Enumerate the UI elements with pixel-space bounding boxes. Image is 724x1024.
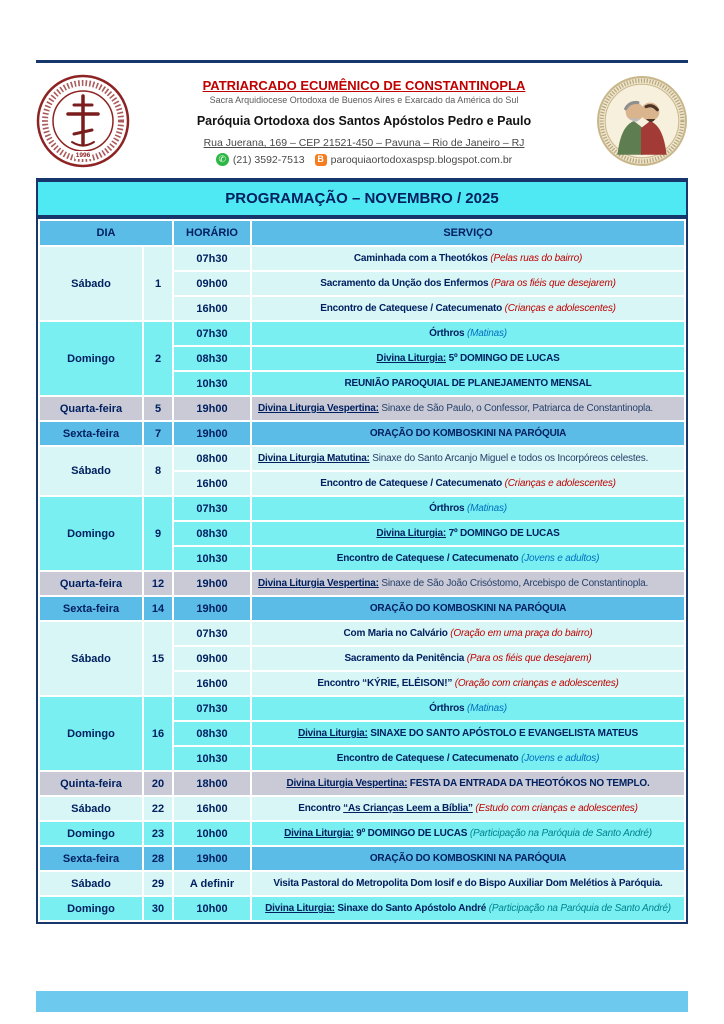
time-cell: 19h00 — [174, 847, 250, 870]
top-rule — [36, 60, 688, 63]
service-text: “As Crianças Leem a Bíblia” — [343, 803, 473, 814]
day-number-cell: 15 — [144, 622, 172, 695]
service-cell — [252, 897, 684, 920]
service-cell — [252, 747, 684, 770]
day-name-cell: Sexta-feira — [40, 597, 142, 620]
page-title: PROGRAMAÇÃO – NOVEMBRO / 2025 — [38, 182, 686, 219]
service-text: Visita Pastoral do Metropolita Dom Iosif e do Bispo Auxiliar Dom Melétios à Paróquia. — [273, 878, 663, 889]
service-text: (Matinas) — [467, 328, 507, 339]
time-cell: 16h00 — [174, 797, 250, 820]
service-text: Sinaxe do Santo Apóstolo André — [334, 903, 489, 914]
column-header-row — [40, 221, 684, 245]
schedule-row — [40, 697, 684, 720]
day-number-cell: 5 — [144, 397, 172, 420]
service-text: ORAÇÃO DO KOMBOSKINI NA PARÓQUIA — [369, 603, 567, 614]
service-text: (Crianças e adolescentes) — [504, 303, 616, 314]
time-cell: 10h00 — [174, 822, 250, 845]
service-cell — [252, 722, 684, 745]
service-text: Sacramento da Penitência — [344, 653, 467, 664]
schedule-row — [40, 397, 684, 420]
schedule-row — [40, 422, 684, 445]
time-cell: 09h00 — [174, 647, 250, 670]
day-name-cell: Sábado — [40, 797, 142, 820]
day-number-cell: 14 — [144, 597, 172, 620]
seal-graphic — [36, 74, 130, 168]
schedule-row — [40, 597, 684, 620]
saints-graphic — [596, 75, 688, 167]
service-cell — [252, 247, 684, 270]
service-cell — [252, 622, 684, 645]
time-cell: 16h00 — [174, 472, 250, 495]
time-cell: 16h00 — [174, 297, 250, 320]
service-text: (Matinas) — [467, 703, 507, 714]
service-text: 5º DOMINGO DE LUCAS — [446, 353, 560, 364]
service-text: REUNIÃO PAROQUIAL DE PLANEJAMENTO MENSAL — [344, 378, 592, 389]
service-text: Órthros — [429, 503, 467, 514]
service-cell — [252, 647, 684, 670]
day-name-cell: Domingo — [40, 322, 142, 395]
service-cell — [252, 347, 684, 370]
seal-year: 1996 — [75, 152, 91, 159]
service-cell — [252, 822, 684, 845]
service-cell — [252, 772, 684, 795]
service-text: Encontro “KÝRIE, ELÉISON!” — [317, 678, 455, 689]
day-number-cell: 8 — [144, 447, 172, 495]
content-area — [36, 60, 688, 924]
day-name-cell: Quarta-feira — [40, 397, 142, 420]
saints-peter-paul-icon — [588, 75, 688, 167]
service-text: Encontro de Catequese / Catecumenato — [320, 303, 505, 314]
time-cell: 10h30 — [174, 372, 250, 395]
schedule-row — [40, 772, 684, 795]
service-text: Divina Liturgia: — [376, 528, 447, 539]
service-cell — [252, 672, 684, 695]
time-cell: 08h30 — [174, 722, 250, 745]
day-number-cell: 2 — [144, 322, 172, 395]
time-cell: 07h30 — [174, 322, 250, 345]
service-cell — [252, 272, 684, 295]
masthead-text — [140, 76, 588, 167]
service-text: Sacramento da Unção dos Enfermos — [320, 278, 491, 289]
day-number-cell: 12 — [144, 572, 172, 595]
time-cell: 07h30 — [174, 697, 250, 720]
column-header-servico: SERVIÇO — [252, 221, 684, 245]
blogger-icon: B — [315, 154, 327, 166]
service-text: Divina Liturgia Matutina: — [258, 453, 370, 464]
service-cell — [252, 597, 684, 620]
footer-bar — [36, 991, 688, 1012]
service-text: Encontro de Catequese / Catecumenato — [336, 553, 522, 564]
phone-number: (21) 3592-7513 — [232, 153, 305, 166]
day-name-cell: Quinta-feira — [40, 772, 142, 795]
day-name-cell: Sábado — [40, 622, 142, 695]
schedule-row — [40, 622, 684, 645]
day-name-cell: Domingo — [40, 497, 142, 570]
service-text: (Matinas) — [467, 503, 507, 514]
service-text: (Oração em uma praça do bairro) — [450, 628, 593, 639]
day-name-cell: Sábado — [40, 872, 142, 895]
service-text: SINAXE DO SANTO APÓSTOLO E EVANGELISTA MATEUS — [367, 728, 638, 739]
day-name-cell: Sábado — [40, 247, 142, 320]
service-text: Divina Liturgia: — [298, 728, 368, 739]
service-cell — [252, 872, 684, 895]
blog-url[interactable]: paroquiaortodoxaspsp.blogspot.com.br — [330, 153, 513, 166]
schedule-table-frame — [36, 178, 688, 924]
day-name-cell: Sexta-feira — [40, 847, 142, 870]
service-text: (Jovens e adultos) — [521, 753, 600, 764]
time-cell: 08h30 — [174, 347, 250, 370]
service-text: Sinaxe de São João Crisóstomo, Arcebispo de Constantinopla. — [378, 578, 649, 589]
service-cell — [252, 547, 684, 570]
time-cell: 08h00 — [174, 447, 250, 470]
org-name: PATRIARCADO ECUMÊNICO DE CONSTANTINOPLA — [202, 77, 526, 93]
service-text: (Para os fiéis que desejarem) — [466, 653, 592, 664]
service-text: 7º DOMINGO DE LUCAS — [446, 528, 560, 539]
time-cell: 07h30 — [174, 497, 250, 520]
schedule-row — [40, 497, 684, 520]
service-text: Divina Liturgia: — [376, 353, 447, 364]
day-name-cell: Domingo — [40, 897, 142, 920]
day-name-cell: Sexta-feira — [40, 422, 142, 445]
day-name-cell: Quarta-feira — [40, 572, 142, 595]
masthead — [36, 65, 688, 177]
time-cell: 16h00 — [174, 672, 250, 695]
parish-address: Rua Juerana, 169 – CEP 21521-450 – Pavuna – Rio de Janeiro – RJ — [203, 136, 525, 149]
org-subtitle: Sacra Arquidiocese Ortodoxa de Buenos Aires e Exarcado da América do Sul — [209, 95, 519, 106]
service-cell — [252, 847, 684, 870]
schedule-table — [38, 219, 686, 922]
service-cell — [252, 322, 684, 345]
service-cell — [252, 497, 684, 520]
service-cell — [252, 372, 684, 395]
service-cell — [252, 422, 684, 445]
service-text: Divina Liturgia Vespertina: — [258, 578, 379, 589]
patriarchate-seal-icon — [36, 74, 140, 168]
time-cell: 07h30 — [174, 247, 250, 270]
schedule-row — [40, 897, 684, 920]
schedule-row — [40, 447, 684, 470]
service-text: (Oração com crianças e adolescentes) — [454, 678, 619, 689]
schedule-row — [40, 322, 684, 345]
service-text: Encontro de Catequese / Catecumenato — [336, 753, 522, 764]
day-number-cell: 29 — [144, 872, 172, 895]
service-text: ORAÇÃO DO KOMBOSKINI NA PARÓQUIA — [369, 853, 567, 864]
column-header-dia: DIA — [40, 221, 172, 245]
day-name-cell: Domingo — [40, 697, 142, 770]
day-number-cell: 7 — [144, 422, 172, 445]
parish-name: Paróquia Ortodoxa dos Santos Apóstolos Pedro e Paulo — [196, 113, 532, 128]
day-name-cell: Domingo — [40, 822, 142, 845]
time-cell: 19h00 — [174, 422, 250, 445]
column-header-horario: HORÁRIO — [174, 221, 250, 245]
time-cell: 18h00 — [174, 772, 250, 795]
time-cell: 10h00 — [174, 897, 250, 920]
schedule-row — [40, 872, 684, 895]
service-text: Sinaxe do Santo Arcanjo Miguel e todos os Incorpóreos celestes. — [369, 453, 649, 464]
service-text: Órthros — [429, 703, 467, 714]
day-number-cell: 23 — [144, 822, 172, 845]
schedule-row — [40, 797, 684, 820]
service-cell — [252, 472, 684, 495]
schedule-row — [40, 847, 684, 870]
service-text: 9º DOMINGO DE LUCAS — [353, 828, 470, 839]
day-number-cell: 9 — [144, 497, 172, 570]
service-text: Divina Liturgia Vespertina: — [258, 403, 379, 414]
service-text: Com Maria no Calvário — [343, 628, 451, 639]
contact-line — [140, 153, 588, 166]
time-cell: 10h30 — [174, 747, 250, 770]
time-cell: 19h00 — [174, 397, 250, 420]
service-cell — [252, 797, 684, 820]
whatsapp-icon: ✆ — [216, 153, 229, 166]
service-text: Órthros — [429, 328, 467, 339]
day-number-cell: 22 — [144, 797, 172, 820]
service-text: ORAÇÃO DO KOMBOSKINI NA PARÓQUIA — [369, 428, 567, 439]
service-text: (Crianças e adolescentes) — [504, 478, 616, 489]
service-cell — [252, 397, 684, 420]
schedule-row — [40, 822, 684, 845]
service-text: (Estudo com crianças e adolescentes) — [475, 803, 638, 814]
day-number-cell: 30 — [144, 897, 172, 920]
service-text: Sinaxe de São Paulo, o Confessor, Patriarca de Constantinopla. — [378, 403, 654, 414]
schedule-body — [40, 247, 684, 920]
service-text: (Jovens e adultos) — [521, 553, 600, 564]
day-name-cell: Sábado — [40, 447, 142, 495]
time-cell: 08h30 — [174, 522, 250, 545]
time-cell: 19h00 — [174, 572, 250, 595]
time-cell: 10h30 — [174, 547, 250, 570]
service-cell — [252, 297, 684, 320]
service-cell — [252, 447, 684, 470]
service-text: (Participação na Paróquia de Santo André) — [488, 903, 671, 914]
time-cell: 09h00 — [174, 272, 250, 295]
time-cell: 19h00 — [174, 597, 250, 620]
service-text: Divina Liturgia Vespertina: — [286, 778, 408, 789]
day-number-cell: 1 — [144, 247, 172, 320]
service-text: Divina Liturgia: — [284, 828, 354, 839]
time-cell: A definir — [174, 872, 250, 895]
day-number-cell: 16 — [144, 697, 172, 770]
service-text: Encontro de Catequese / Catecumenato — [320, 478, 505, 489]
day-number-cell: 28 — [144, 847, 172, 870]
service-text: FESTA DA ENTRADA DA THEOTÓKOS NO TEMPLO. — [407, 778, 650, 789]
service-cell — [252, 522, 684, 545]
service-text: Divina Liturgia: — [265, 903, 335, 914]
day-number-cell: 20 — [144, 772, 172, 795]
service-text: Encontro — [298, 803, 344, 814]
service-cell — [252, 572, 684, 595]
time-cell: 07h30 — [174, 622, 250, 645]
service-text: (Pelas ruas do bairro) — [490, 253, 583, 264]
schedule-row — [40, 247, 684, 270]
schedule-row — [40, 572, 684, 595]
service-text: (Para os fiéis que desejarem) — [490, 278, 616, 289]
service-text: (Participação na Paróquia de Santo André) — [469, 828, 652, 839]
service-text: Caminhada com a Theotókos — [353, 253, 491, 264]
service-cell — [252, 697, 684, 720]
